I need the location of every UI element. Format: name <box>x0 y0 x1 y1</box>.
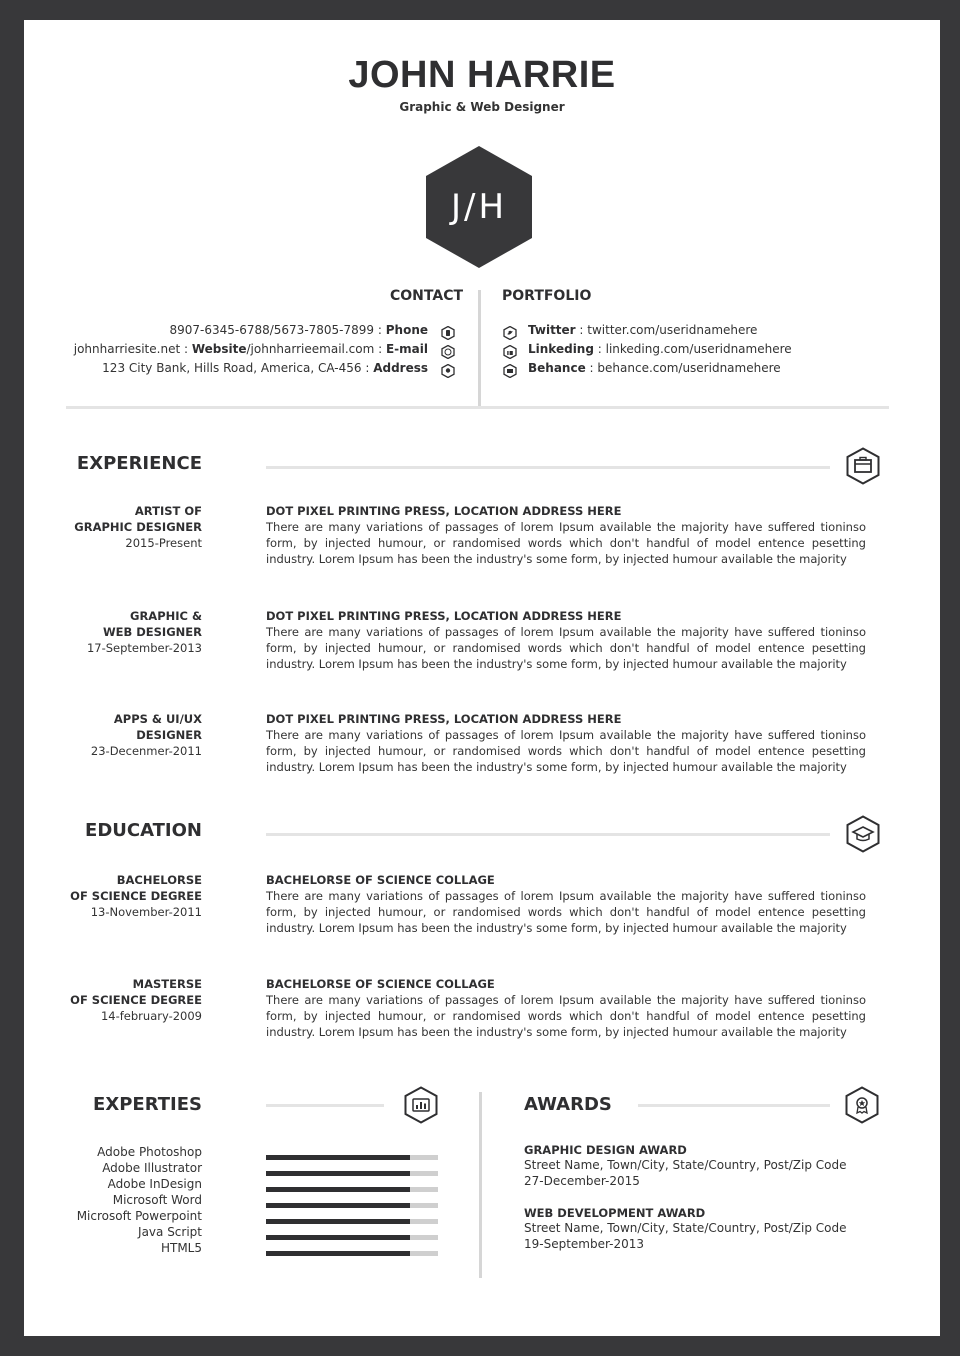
briefcase-icon <box>846 447 880 485</box>
portfolio-value: : behance.com/useridnamehere <box>585 361 781 375</box>
experience-entry-1-body <box>266 503 866 567</box>
website-value: johnharriesite.net : <box>73 342 192 356</box>
portfolio-heading: PORTFOLIO <box>502 288 592 304</box>
skill-bar-fill <box>266 1219 410 1224</box>
experience-entry-2-meta <box>24 608 202 656</box>
role-line: APPS & UI/UX <box>113 712 202 726</box>
bar-chart-icon <box>404 1086 438 1124</box>
award-date: 27-December-2015 <box>524 1174 640 1188</box>
behance-icon <box>503 364 517 378</box>
portfolio-value: : twitter.com/useridnamehere <box>575 323 758 337</box>
twitter-icon <box>503 326 517 340</box>
award-title: GRAPHIC DESIGN AWARD <box>524 1143 687 1157</box>
address-label: Address <box>373 361 428 375</box>
award-date: 19-September-2013 <box>524 1237 645 1251</box>
education-entry-2-meta <box>24 976 202 1024</box>
skill-name: Adobe Photoshop <box>97 1145 202 1159</box>
contact-address <box>102 361 428 375</box>
skill-name: Adobe Illustrator <box>102 1161 202 1175</box>
education-rule <box>266 833 830 836</box>
experience-entry-3-body <box>266 711 866 775</box>
graduation-cap-icon <box>846 815 880 853</box>
portfolio-item-twitter[interactable] <box>528 323 757 337</box>
address-value: 123 City Bank, Hills Road, America, CA-456 : <box>102 361 374 375</box>
portfolio-label: Twitter <box>528 323 576 337</box>
skill-bar <box>266 1203 438 1208</box>
candidate-name: JOHN HARRIE <box>348 54 616 96</box>
experties-heading: EXPERTIES <box>93 1094 202 1115</box>
date: 13-November-2011 <box>90 905 202 919</box>
institution: BACHELORSE OF SCIENCE COLLAGE <box>266 977 495 991</box>
skill-bar <box>266 1235 438 1240</box>
skill-bar-fill <box>266 1235 410 1240</box>
skill-bar <box>266 1187 438 1192</box>
degree-line: OF SCIENCE DEGREE <box>70 993 202 1007</box>
role-line: ARTIST OF <box>134 504 202 518</box>
location-icon <box>441 364 455 378</box>
skill-name: Java Script <box>138 1225 202 1239</box>
description: There are many variations of passages of lorem Ipsum available the majority have suffered tioninso form, by injected humour, or randomised words which don't handful of model entence pesetting industry. Lorem Ipsum has been the industry's some form, by injected humour available the majority <box>266 889 866 935</box>
award-address: Street Name, Town/City, State/Country, Post/Zip Code <box>524 1158 847 1172</box>
education-heading: EDUCATION <box>85 820 202 841</box>
experties-rule <box>266 1104 384 1107</box>
degree-line: BACHELORSE <box>116 873 202 887</box>
company: DOT PIXEL PRINTING PRESS, LOCATION ADDRESS HERE <box>266 712 622 726</box>
linkedin-icon <box>503 345 517 359</box>
role-line: WEB DESIGNER <box>102 625 202 639</box>
description: There are many variations of passages of lorem Ipsum available the majority have suffered tioninso form, by injected humour, or randomised words which don't handful of model entence pesetting industry. Lorem Ipsum has been the industry's some form, by injected humour available the majority <box>266 625 866 671</box>
contact-heading: CONTACT <box>390 288 464 304</box>
skill-name: Microsoft Word <box>112 1193 202 1207</box>
awards-rule <box>638 1104 830 1107</box>
header-divider <box>66 406 889 409</box>
skill-bar <box>266 1219 438 1224</box>
award-title: WEB DEVELOPMENT AWARD <box>524 1206 706 1220</box>
award-item-1 <box>524 1143 884 1189</box>
role-line: GRAPHIC & <box>130 609 202 623</box>
portfolio-label: Behance <box>528 361 586 375</box>
company: DOT PIXEL PRINTING PRESS, LOCATION ADDRESS HERE <box>266 504 622 518</box>
globe-icon <box>441 345 455 359</box>
education-entry-2-body <box>266 976 866 1040</box>
skill-bar <box>266 1251 438 1256</box>
experience-entry-2-body <box>266 608 866 672</box>
email-label: E-mail <box>385 342 428 356</box>
monogram-text: J/H <box>450 187 508 227</box>
skill-bar <box>266 1171 438 1176</box>
experience-heading: EXPERIENCE <box>76 453 202 474</box>
email-value: /johnharrieemail.com : <box>246 342 386 356</box>
date: 14-february-2009 <box>100 1009 202 1023</box>
awards-heading: AWARDS <box>524 1094 612 1115</box>
skill-name: Microsoft Powerpoint <box>76 1209 202 1223</box>
phone-label: Phone <box>385 323 428 337</box>
bottom-divider <box>479 1092 482 1278</box>
award-address: Street Name, Town/City, State/Country, Post/Zip Code <box>524 1221 847 1235</box>
role-line: DESIGNER <box>136 728 202 742</box>
portfolio-value: : linkeding.com/useridnamehere <box>593 342 792 356</box>
date: 2015-Present <box>125 536 202 550</box>
role-line: GRAPHIC DESIGNER <box>74 520 202 534</box>
skill-name: Adobe InDesign <box>107 1177 202 1191</box>
experience-entry-3-meta <box>24 711 202 759</box>
education-entry-1-body <box>266 872 866 936</box>
skill-bar-fill <box>266 1171 410 1176</box>
award-icon <box>845 1086 879 1124</box>
company: DOT PIXEL PRINTING PRESS, LOCATION ADDRESS HERE <box>266 609 622 623</box>
award-item-2 <box>524 1206 884 1252</box>
candidate-title: Graphic & Web Designer <box>399 100 565 114</box>
skill-list <box>64 1144 202 1256</box>
institution: BACHELORSE OF SCIENCE COLLAGE <box>266 873 495 887</box>
portfolio-label: Linkeding <box>528 342 594 356</box>
contact-phone <box>169 323 428 337</box>
description: There are many variations of passages of lorem Ipsum available the majority have suffered tioninso form, by injected humour, or randomised words which don't handful of model entence pesetting industry. Lorem Ipsum has been the industry's some form, by injected humour available the majority <box>266 993 866 1039</box>
phone-icon <box>441 326 455 340</box>
skill-name: HTML5 <box>160 1241 202 1255</box>
description: There are many variations of passages of lorem Ipsum available the majority have suffered tioninso form, by injected humour, or randomised words which don't handful of model entence pesetting industry. Lorem Ipsum has been the industry's some form, by injected humour available the majority <box>266 728 866 774</box>
experience-rule <box>266 466 830 469</box>
degree-line: OF SCIENCE DEGREE <box>70 889 202 903</box>
skill-bar-fill <box>266 1155 410 1160</box>
skill-bar-fill <box>266 1251 410 1256</box>
resume-page <box>24 20 940 1336</box>
portfolio-item-behance[interactable] <box>528 361 781 375</box>
contact-web-email <box>74 342 428 356</box>
skill-bar <box>266 1155 438 1160</box>
date: 17-September-2013 <box>86 641 202 655</box>
skill-bar-fill <box>266 1203 410 1208</box>
phone-value: 8907-6345-6788/5673-7805-7899 : <box>169 323 386 337</box>
education-entry-1-meta <box>24 872 202 920</box>
description: There are many variations of passages of lorem Ipsum available the majority have suffered tioninso form, by injected humour, or randomised words which don't handful of model entence pesetting industry. Lorem Ipsum has been the industry's some form, by injected humour available the majority <box>266 520 866 566</box>
contact-divider <box>478 290 481 406</box>
experience-entry-1-meta <box>24 503 202 551</box>
website-label: Website <box>191 342 247 356</box>
skill-bar-fill <box>266 1187 410 1192</box>
date: 23-Decenmer-2011 <box>90 744 202 758</box>
portfolio-item-linkedin[interactable] <box>528 342 792 356</box>
degree-line: MASTERSE <box>132 977 202 991</box>
